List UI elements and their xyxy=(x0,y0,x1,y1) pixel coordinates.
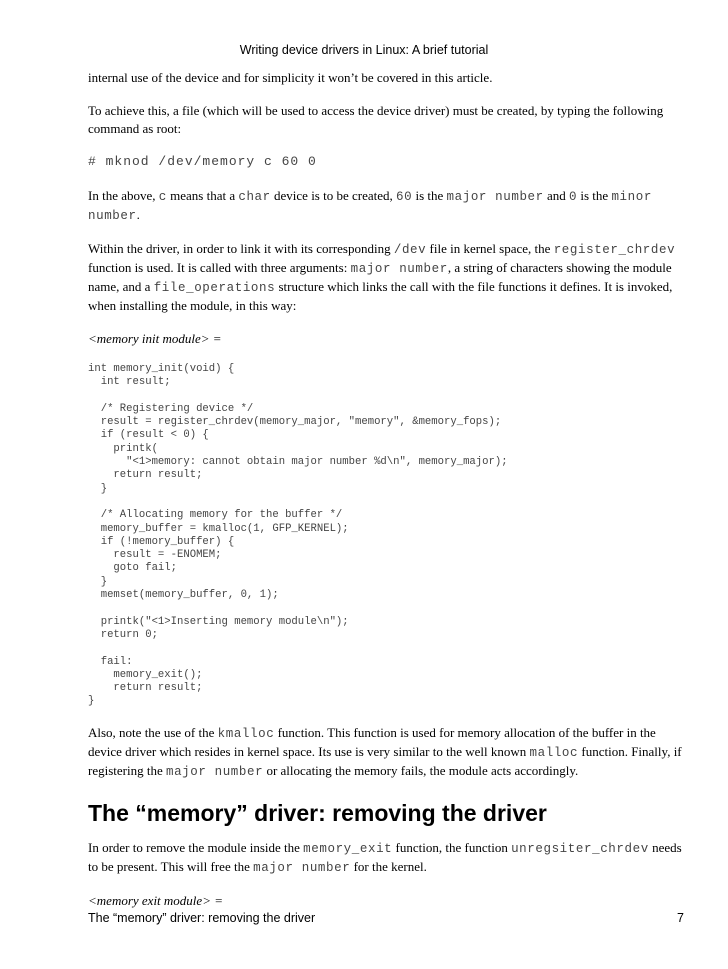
code-chunk-label-init xyxy=(88,330,688,348)
chunk-open: < xyxy=(88,892,97,908)
inline-code-minor-number: minor number xyxy=(88,190,652,223)
inline-code-kmalloc: kmalloc xyxy=(217,726,275,741)
chunk-close: > = xyxy=(202,892,223,908)
text: means that a xyxy=(166,188,239,203)
section-heading: The “memory” driver: removing the driver xyxy=(88,799,547,826)
text: Also, note the use of the xyxy=(88,724,218,740)
inline-code-char: char xyxy=(238,190,271,204)
inline-code-major-number: major number xyxy=(253,860,351,875)
chunk-close: > = xyxy=(200,331,222,346)
inline-code-unregister-chrdev: unregsiter_chrdev xyxy=(511,841,649,856)
chunk-name: memory exit module xyxy=(96,892,203,908)
page-number: 7 xyxy=(677,911,684,925)
text: and xyxy=(543,188,570,203)
text: structure which links the call with the file functions it defines. It is invoked, when installing the module, in this way: xyxy=(88,279,673,313)
paragraph-register-chrdev xyxy=(88,240,688,315)
text: In the above, xyxy=(88,188,159,203)
paragraph-mknod-explanation xyxy=(88,187,688,225)
text: is the xyxy=(412,188,447,203)
inline-code-malloc: malloc xyxy=(529,745,579,760)
text: device is to be created, xyxy=(270,188,397,203)
code-block-memory-init: int memory_init(void) { int result; /* Registering device */ result = register_chrdev(memory_major, "memory", &memory_fops); if (result < 0) { printk( "<1>memory: cannot obtain major number %d\n", memory_major); return result; } /* Allocating memory for the buffer */ memory_buffer = kmalloc(1, GFP_KERNEL); if (!memory_buffer) { result = -ENOMEM; goto fail; } memset(memory_buffer, 0, 1); printk("<1>Inserting memory module\n"); return 0; fail: memory_exit(); return result; } xyxy=(88,363,508,708)
mknod-command: # mknod /dev/memory c 60 0 xyxy=(88,154,317,169)
running-header: Writing device drivers in Linux: A brief tutorial xyxy=(239,43,489,57)
inline-code-major-number: major number xyxy=(350,262,448,276)
inline-code-file-operations: file_operations xyxy=(153,281,276,295)
inline-code-major-number: major number xyxy=(446,190,544,204)
text: file in kernel space, the xyxy=(426,241,554,256)
inline-code-0: 0 xyxy=(569,190,578,204)
body-content xyxy=(88,69,688,925)
code-chunk-label-exit xyxy=(88,892,688,910)
chunk-open: < xyxy=(88,331,97,346)
text: In order to remove the module inside the xyxy=(88,839,304,855)
text: or allocating the memory fails, the module acts accordingly. xyxy=(263,762,579,778)
text: , a string of characters showing the module name, and a xyxy=(88,260,672,294)
text: function is used. It is called with three arguments: xyxy=(88,260,351,275)
paragraph-remove-module xyxy=(88,839,688,877)
chunk-name: memory init module xyxy=(96,331,201,346)
paragraph-continuation: internal use of the device and for simplicity it won’t be covered in this article. xyxy=(88,70,493,85)
text: function. Finally, if registering the xyxy=(88,743,682,778)
inline-code-register-chrdev: register_chrdev xyxy=(553,243,676,257)
inline-code-c: c xyxy=(158,190,167,204)
text: is the xyxy=(577,188,612,203)
text: for the kernel. xyxy=(350,858,427,874)
inline-code-dev: /dev xyxy=(393,243,427,257)
text: function. This function is used for memory allocation of the buffer in the device driver which resides in kernel space. Its use is very similar to the well known xyxy=(88,724,656,759)
footer-title: The “memory” driver: removing the driver xyxy=(88,911,316,925)
paragraph-kmalloc xyxy=(88,724,688,781)
inline-code-memory-exit: memory_exit xyxy=(303,841,393,856)
text: function, the function xyxy=(392,839,512,855)
text: . xyxy=(136,207,140,222)
paragraph-create-file: To achieve this, a file (which will be used to access the device driver) must be created, by typing the following command as root: xyxy=(88,103,664,136)
text: Within the driver, in order to link it with its corresponding xyxy=(88,241,394,256)
text: needs to be present. This will free the xyxy=(88,839,682,874)
inline-code-major-number: major number xyxy=(165,764,264,779)
inline-code-60: 60 xyxy=(396,190,413,204)
